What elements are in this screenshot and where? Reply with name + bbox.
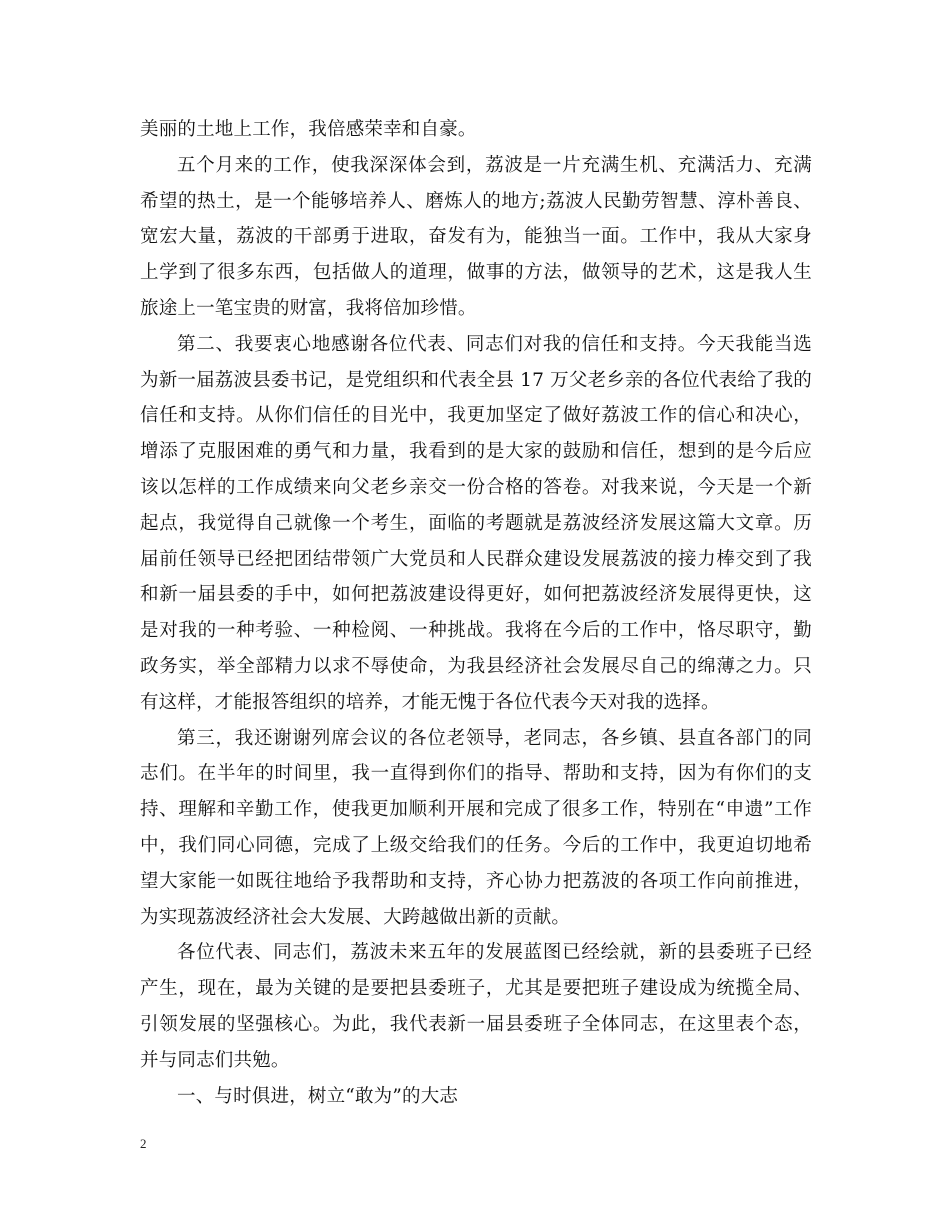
paragraph-second-thanks: 第二、我要衷心地感谢各位代表、同志们对我的信任和支持。今天我能当选为新一届荔波县委书记，是党组织和代表全县 17 万父老乡亲的各位代表给了我的信任和支持。从你们信任的目光中，我更加坚定了做好荔波工作的信心和决心，增添了克服困难的勇气和力量，我看到的是大家的鼓励和信任，想到的是今后应该以怎样的工作成绩来向父老乡亲交一份合格的答卷。对我来说，今天是一个新起点，我觉得自己就像一个考生，面临的考题就是荔波经济发展这篇大文章。历届前任领导已经把团结带领广大党员和人民群众建设发展荔波的接力棒交到了我和新一届县委的手中，如何把荔波建设得更好，如何把荔波经济发展得更快，这是对我的一种考验、一种检阅、一种挑战。我将在今后的工作中，恪尽职守，勤政务实，举全部精力以求不辱使命，为我县经济社会发展尽自己的绵薄之力。只有这样，才能报答组织的培养，才能无愧于各位代表今天对我的选择。 bbox=[140, 333, 812, 713]
paragraph-third-thanks: 第三，我还谢谢列席会议的各位老领导，老同志，各乡镇、县直各部门的同志们。在半年的时间里，我一直得到你们的指导、帮助和支持，因为有你们的支持、理解和辛勤工作，使我更加顺利开展和完成了很多工作，特别在“申遗”工作中，我们同心同德，完成了上级交给我们的任务。今后的工作中，我更迫切地希望大家能一如既往地给予我帮助和支持，齐心协力把荔波的各项工作向前推进，为实现荔波经济社会大发展、大跨越做出新的贡献。 bbox=[140, 727, 812, 928]
paragraph-continuation: 美丽的土地上工作，我倍感荣幸和自豪。 bbox=[140, 119, 477, 140]
paragraph-experience: 五个月来的工作，使我深深体会到，荔波是一片充满生机、充满活力、充满希望的热土，是一个能够培养人、磨炼人的地方;荔波人民勤劳智慧、淳朴善良、宽宏大量，荔波的干部勇于进取，奋发有为，能独当一面。工作中，我从大家身上学到了很多东西，包括做人的道理，做事的方法，做领导的艺术，这是我人生旅途上一笔宝贵的财富，我将倍加珍惜。 bbox=[140, 154, 812, 319]
document-body bbox=[140, 112, 812, 1114]
page-number: 2 bbox=[140, 1136, 147, 1151]
paragraph-blueprint: 各位代表、同志们，荔波未来五年的发展蓝图已经绘就，新的县委班子已经产生，现在，最为关键的是要把县委班子，尤其是要把班子建设成为统揽全局、引领发展的坚强核心。为此，我代表新一届县委班子全体同志，在这里表个态，并与同志们共勉。 bbox=[140, 942, 812, 1071]
section-heading-one: 一、与时俱进，树立“敢为”的大志 bbox=[177, 1085, 459, 1107]
